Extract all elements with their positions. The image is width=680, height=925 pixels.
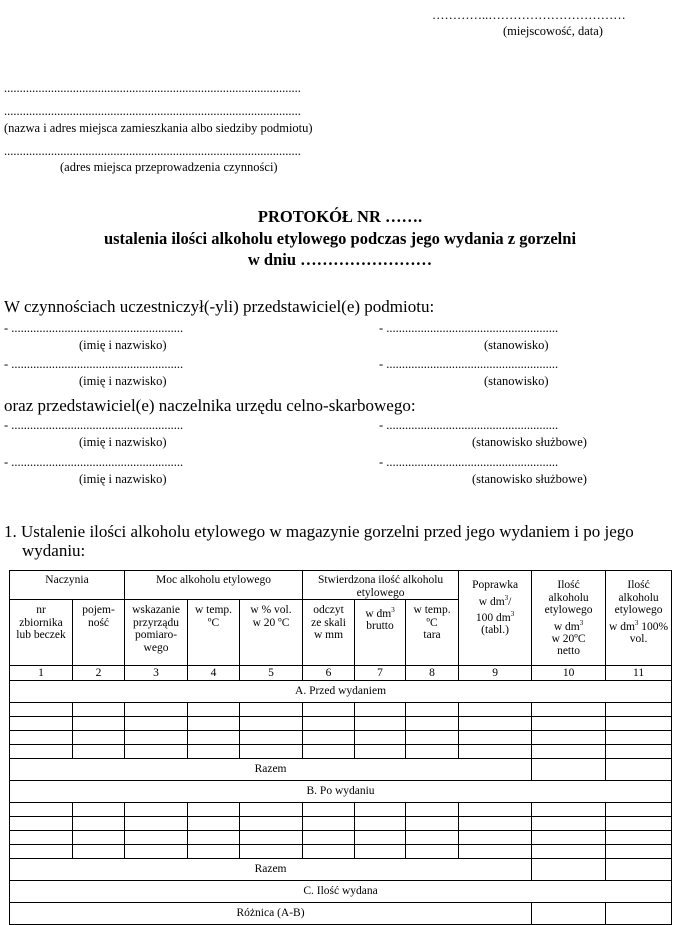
participant-name-caption-2: (imię i nazwisko) bbox=[79, 374, 167, 388]
header-w-temp: w temp. ºC bbox=[188, 600, 240, 666]
col-number: 9 bbox=[459, 666, 532, 681]
roznica-label: Różnica (A-B) bbox=[10, 903, 532, 925]
header-pojemnosc: pojem- ność bbox=[73, 600, 125, 666]
section-b-label: B. Po wydaniu bbox=[10, 781, 672, 803]
header-ilosc-20: Ilość alkoholu etylowego w $dm^3$ w 20ºC netto bbox=[532, 571, 606, 666]
section-1-heading-cont: wydaniu: bbox=[22, 541, 86, 560]
col-number: 6 bbox=[303, 666, 355, 681]
protocol-title: PROTOKÓŁ NR ……. bbox=[257, 207, 423, 226]
official-position-caption-2: (stanowisko służbowe) bbox=[472, 472, 587, 486]
header-vol: w % vol. w 20 ºC bbox=[240, 600, 303, 666]
official-position-field-2[interactable]: - ....................................................... bbox=[379, 455, 559, 469]
header-poprawka: Poprawka w $dm^3/$ 100 $dm^3$ (tabl.) bbox=[459, 571, 532, 666]
official-position-field-1[interactable]: - ....................................................... bbox=[379, 418, 559, 432]
table-row bbox=[10, 817, 672, 831]
section-1-heading: 1. Ustalenie ilości alkoholu etylowego w magazynie gorzelni przed jego wydaniem i po jego bbox=[4, 522, 634, 541]
header-odczyt: odczyt ze skali w mm bbox=[303, 600, 355, 666]
official-name-field-1[interactable]: - ....................................................... bbox=[4, 418, 184, 432]
col-number: 11 bbox=[606, 666, 672, 681]
section-a-label: A. Przed wydaniem bbox=[10, 681, 672, 703]
location-line[interactable]: ............................................................................................... bbox=[4, 144, 301, 158]
razem-row-b bbox=[10, 859, 672, 881]
official-position-caption-1: (stanowisko służbowe) bbox=[472, 435, 587, 449]
table-row bbox=[10, 731, 672, 745]
participant-name-caption-1: (imię i nazwisko) bbox=[79, 338, 167, 352]
place-date-line[interactable]: …………..…………………………… bbox=[432, 8, 626, 22]
col-number: 2 bbox=[73, 666, 125, 681]
location-caption: (adres miejsca przeprowadzenia czynności) bbox=[60, 160, 278, 174]
col-number: 5 bbox=[240, 666, 303, 681]
table-row bbox=[10, 831, 672, 845]
col-number: 1 bbox=[10, 666, 73, 681]
participant-name-field-2[interactable]: - ....................................................... bbox=[4, 357, 184, 371]
official-name-caption-1: (imię i nazwisko) bbox=[79, 435, 167, 449]
header-naczynia: Naczynia bbox=[10, 571, 125, 600]
roznica-row bbox=[10, 903, 672, 925]
table-row bbox=[10, 703, 672, 717]
header-wskazanie: wskazanie przyrządu pomiaro- wego bbox=[125, 600, 188, 666]
table-row bbox=[10, 803, 672, 817]
participant-position-field-2[interactable]: - ....................................................... bbox=[379, 357, 559, 371]
entity-caption: (nazwa i adres miejsca zamieszkania albo siedziby podmiotu) bbox=[4, 121, 313, 135]
entity-line-2[interactable]: ............................................................................................... bbox=[4, 104, 301, 118]
header-brutto: w $dm^3$ brutto bbox=[355, 600, 406, 666]
alcohol-quantity-table bbox=[9, 570, 672, 925]
participant-name-field-1[interactable]: - ....................................................... bbox=[4, 321, 184, 335]
col-number: 8 bbox=[406, 666, 459, 681]
place-date-caption: (miejscowość, data) bbox=[503, 24, 603, 38]
col-number: 3 bbox=[125, 666, 188, 681]
participant-position-field-1[interactable]: - ....................................................... bbox=[379, 321, 559, 335]
header-ilosc-100: Ilość alkoholu etylowego w $dm^3$ 100% vol. bbox=[606, 571, 672, 666]
participant-position-caption-2: (stanowisko) bbox=[484, 374, 549, 388]
header-nr-zbiornika: nr zbiornika lub beczek bbox=[10, 600, 73, 666]
protocol-date: w dniu …………………… bbox=[247, 250, 433, 269]
razem-row-a bbox=[10, 759, 672, 781]
protocol-subtitle: ustalenia ilości alkoholu etylowego podczas jego wydania z gorzelni bbox=[103, 229, 577, 248]
participants-intro: W czynnościach uczestniczył(-yli) przedstawiciel(e) podmiotu: bbox=[4, 297, 435, 316]
razem-label-b: Razem bbox=[10, 859, 532, 881]
officials-intro: oraz przedstawiciel(e) naczelnika urzędu celno-skarbowego: bbox=[4, 396, 416, 415]
header-moc: Moc alkoholu etylowego bbox=[125, 571, 303, 600]
table-row bbox=[10, 717, 672, 731]
entity-line-1[interactable]: ............................................................................................... bbox=[4, 81, 301, 95]
table-row bbox=[10, 845, 672, 859]
participant-position-caption-1: (stanowisko) bbox=[484, 338, 549, 352]
section-c-label: C. Ilość wydana bbox=[10, 881, 672, 903]
official-name-field-2[interactable]: - ....................................................... bbox=[4, 455, 184, 469]
table-row bbox=[10, 745, 672, 759]
col-number: 10 bbox=[532, 666, 606, 681]
col-number: 4 bbox=[188, 666, 240, 681]
col-number: 7 bbox=[355, 666, 406, 681]
official-name-caption-2: (imię i nazwisko) bbox=[79, 472, 167, 486]
razem-label-a: Razem bbox=[10, 759, 532, 781]
header-tara: w temp. ºC tara bbox=[406, 600, 459, 666]
header-stwierdzona: Stwierdzona ilość alkoholu etylowego bbox=[303, 571, 459, 600]
